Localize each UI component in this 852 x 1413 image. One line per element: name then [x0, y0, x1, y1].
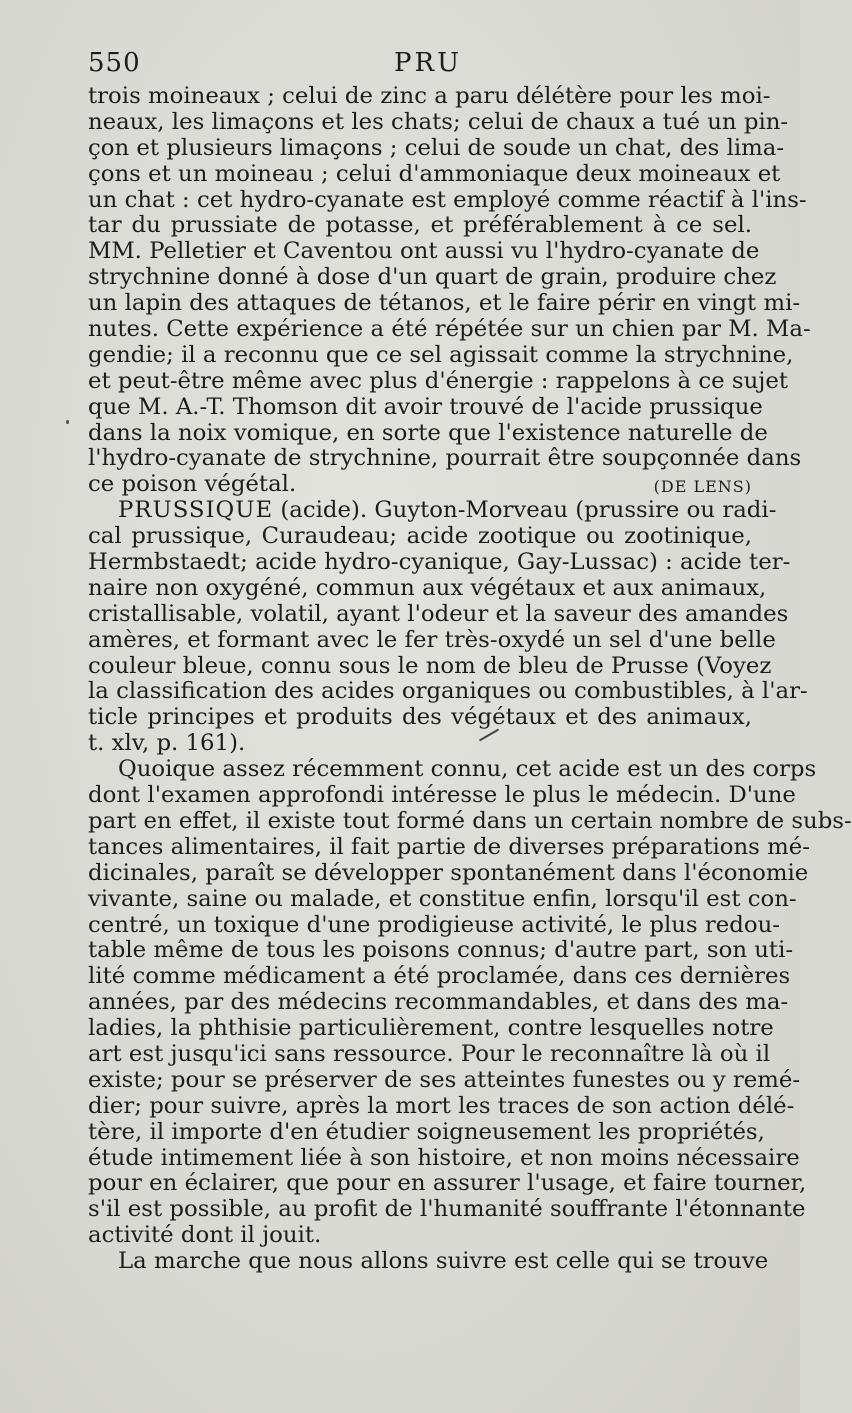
text-line: un lapin des attaques de tétanos, et le faire périr en vingt mi-	[88, 290, 801, 317]
text-line: années, par des médecins recommandables, et dans des ma-	[88, 989, 789, 1016]
text-line: vivante, saine ou malade, et constitue enfin, lorsqu'il est con-	[88, 885, 797, 912]
text-line: activité dont il jouit.	[88, 1222, 322, 1249]
text-line: dans la noix vomique, en sorte que l'existence naturelle de	[88, 419, 768, 446]
text-line: ticle principes et produits des végétaux et des animaux,	[88, 704, 752, 731]
text-line: neaux, les limaçons et les chats; celui de chaux a tué un pin-	[88, 108, 789, 135]
text-line: table même de tous les poisons connus; d'autre part, son uti-	[88, 937, 794, 964]
text-line: cristallisable, volatil, ayant l'odeur et la saveur des amandes	[88, 600, 789, 627]
text-line: gendie; il a reconnu que ce sel agissait comme la strychnine,	[88, 341, 794, 368]
text-line: un chat : cet hydro-cyanate est employé comme réactif à l'ins-	[88, 186, 807, 213]
text-line: s'il est possible, au profit de l'humanité souffrante l'étonnante	[88, 1196, 806, 1223]
text-line: dicinales, paraît se développer spontanément dans l'économie	[88, 859, 809, 886]
text-line: trois moineaux ; celui de zinc a paru délétère pour les moi-	[88, 83, 771, 109]
text-line: et peut-être même avec plus d'énergie : rappelons à ce sujet	[88, 367, 788, 394]
text-line: naire non oxygéné, commun aux végétaux et aux animaux,	[88, 574, 767, 601]
text-line: que M. A.-T. Thomson dit avoir trouvé de l'acide prussique	[88, 393, 763, 420]
text-line: cal prussique, Curaudeau; acide zootique ou zootinique,	[88, 523, 752, 550]
text-line: t. xlv, p. 161).	[88, 730, 246, 757]
text-line: pour en éclairer, que pour en assurer l'usage, et faire tourner,	[88, 1170, 807, 1197]
text-line: çons et un moineau ; celui d'ammoniaque deux moineaux et	[88, 160, 781, 187]
entry-headline	[88, 497, 777, 524]
text-line: çon et plusieurs limaçons ; celui de soude un chat, des lima-	[88, 134, 785, 161]
author-signature: (DE LENS)	[653, 477, 752, 497]
text-line: étude intimement liée à son histoire, et non moins nécessaire	[88, 1144, 800, 1171]
text-line: Quoique assez récemment connu, cet acide est un des corps	[118, 756, 817, 783]
text-line: ladies, la phthisie particulièrement, contre lesquelles notre	[88, 1015, 774, 1042]
body-text	[88, 83, 852, 1275]
text-line: strychnine donné à dose d'un quart de grain, produire chez	[88, 264, 777, 291]
text-line-with-signature	[88, 472, 752, 498]
text-line: dier; pour suivre, après la mort les traces de son action délé-	[88, 1092, 795, 1119]
entry-definition-start: (acide). Guyton-Morveau (prussire ou radi-	[280, 497, 777, 524]
text-line: part en effet, il existe tout formé dans un certain nombre de subs-	[88, 807, 852, 834]
text-line: la classification des acides organiques ou combustibles, à l'ar-	[88, 678, 808, 705]
page-header	[88, 48, 748, 82]
text-line: tances alimentaires, il fait partie de diverses préparations mé-	[88, 833, 810, 860]
text-line: art est jusqu'ici sans ressource. Pour le reconnaître là où il	[88, 1040, 771, 1067]
text-line: couleur bleue, connu sous le nom de bleu de Prusse (Voyez	[88, 652, 772, 679]
text-line: La marche que nous allons suivre est celle qui se trouve	[118, 1248, 769, 1275]
text-line: Hermbstaedt; acide hydro-cyanique, Gay-Lussac) : acide ter-	[88, 549, 791, 576]
ink-spot	[66, 420, 69, 424]
text-line: amères, et formant avec le fer très-oxydé un sel d'une belle	[88, 626, 776, 653]
page-number: 550	[88, 48, 141, 78]
text-line: dont l'examen approfondi intéresse le plus le médecin. D'une	[88, 782, 796, 809]
text-line: l'hydro-cyanate de strychnine, pourrait être soupçonnée dans	[88, 445, 802, 472]
running-head: PRU	[394, 48, 462, 78]
entry-term: PRUSSIQUE	[118, 497, 274, 524]
text-line: existe; pour se préserver de ses atteintes funestes ou y remé-	[88, 1066, 801, 1093]
text-line: tère, il importe d'en étudier soigneusement les propriétés,	[88, 1118, 765, 1145]
text-line: MM. Pelletier et Caventou ont aussi vu l'hydro-cyanate de	[88, 238, 760, 265]
text-line: nutes. Cette expérience a été répétée sur un chien par M. Ma-	[88, 316, 811, 343]
text-line: tar du prussiate de potasse, et préférablement à ce sel.	[88, 212, 752, 239]
text-line: centré, un toxique d'une prodigieuse activité, le plus redou-	[88, 911, 780, 938]
text-line: lité comme médicament a été proclamée, dans ces dernières	[88, 963, 791, 990]
text-line-fragment: ce poison végétal.	[88, 471, 297, 498]
